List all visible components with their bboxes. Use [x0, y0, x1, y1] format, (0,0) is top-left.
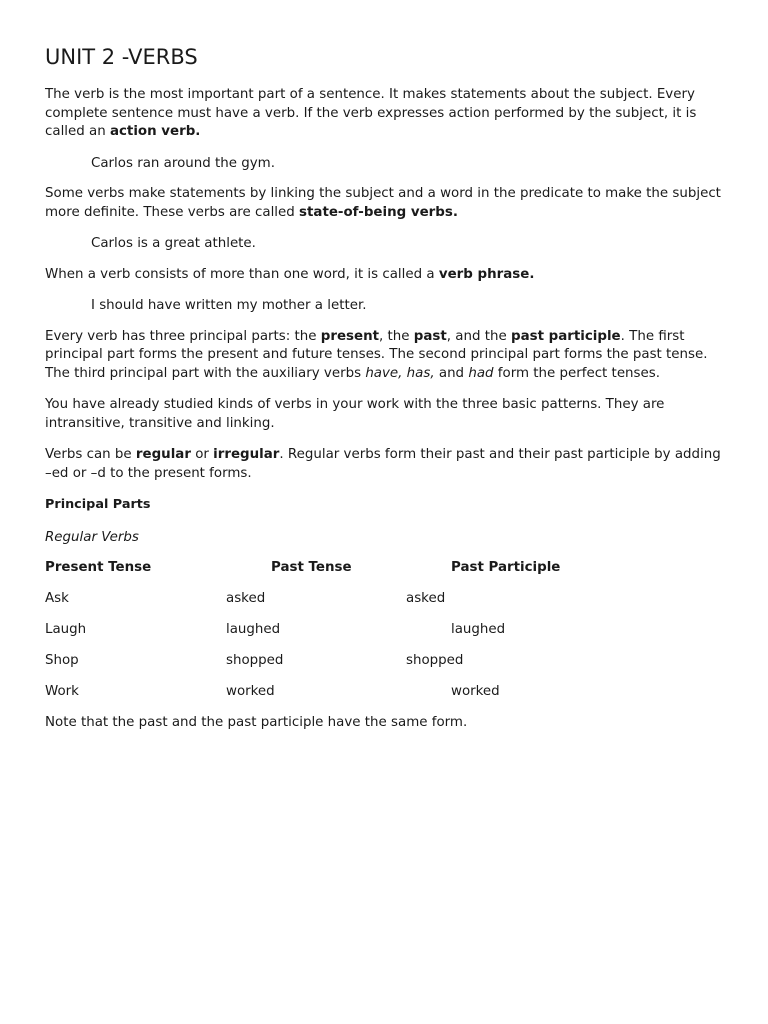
closing-note: Note that the past and the past participle have the same form. [45, 715, 468, 731]
italic-had: had [468, 365, 494, 381]
term-regular: regular [135, 447, 191, 462]
paragraph-text: , the [379, 328, 414, 344]
term-action-verb: action verb. [109, 124, 201, 139]
table-cell-past-participle: asked [406, 591, 446, 607]
table-cell-past-participle: worked [451, 684, 500, 700]
table-cell-past: worked [226, 684, 275, 700]
paragraph-text: Some verbs make statements by linking the subject and a word in the predicate to make the subject more definite. These verbs are called [45, 186, 721, 220]
table-row [45, 683, 725, 702]
column-header-present: Present Tense [45, 560, 152, 575]
table-cell-present: Laugh [45, 622, 87, 638]
page-title: UNIT 2 -VERBS [45, 45, 198, 69]
table-row [45, 590, 725, 609]
paragraph-text: , and the [446, 328, 511, 344]
paragraph-text: . Regular verbs form their past and their past participle by adding –ed or –d to the present forms. [45, 447, 721, 481]
paragraph-text: The verb is the most important part of a sentence. It makes statements about the subject. Every complete sentence must have a verb. If the verb expresses action performed by the subject, it is called an [45, 87, 697, 139]
paragraph-text: Every verb has three principal parts: the [45, 328, 321, 344]
table-cell-past-participle: laughed [451, 622, 506, 638]
table-cell-present: Shop [45, 653, 79, 669]
example-sentence-3: I should have written my mother a letter. [91, 298, 367, 313]
term-state-of-being-verbs: state-of-being verbs. [299, 204, 458, 220]
paragraph-text: . The first principal part forms the present and future tenses. The second principal part forms the past tense. The third principal part with the auxiliary verbs [45, 328, 708, 381]
table-cell-past: shopped [226, 653, 284, 669]
paragraph-text: or [190, 447, 214, 462]
table-cell-present: Work [45, 684, 79, 700]
paragraph-text: form the perfect tenses. [493, 365, 660, 381]
subheading: Regular Verbs [45, 529, 139, 545]
table-cell-past: laughed [226, 622, 281, 638]
table-cell-present: Ask [45, 591, 69, 607]
term-verb-phrase: verb phrase. [438, 266, 535, 282]
paragraph-text: and [434, 365, 469, 381]
paragraph-action-verb [45, 86, 725, 142]
column-header-past-participle: Past Participle [451, 560, 561, 575]
table-cell-past-participle: shopped [406, 653, 464, 669]
paragraph-state-of-being [45, 185, 725, 222]
table-cell-past: asked [226, 591, 266, 607]
paragraph-regular-irregular [45, 446, 725, 483]
paragraph-text: When a verb consists of more than one word, it is called a [45, 266, 439, 282]
table-row [45, 652, 725, 671]
paragraph-verb-phrase [45, 266, 725, 285]
term-past: past [413, 328, 447, 344]
italic-have-has: have, has, [365, 365, 435, 381]
paragraph-text: Verbs can be [45, 447, 136, 462]
section-heading: Principal Parts [45, 497, 151, 512]
term-present: present [320, 328, 380, 344]
term-past-participle: past participle [510, 328, 621, 344]
paragraph-principal-parts [45, 328, 725, 384]
paragraph-verb-patterns: You have already studied kinds of verbs in your work with the three basic patterns. They are intransitive, transitive and linking. [45, 397, 665, 431]
term-irregular: irregular [213, 447, 280, 462]
table-header-row [45, 559, 725, 578]
document-body [45, 44, 725, 746]
example-sentence-2: Carlos is a great athlete. [91, 236, 256, 251]
column-header-past: Past Tense [271, 560, 352, 575]
example-sentence-1: Carlos ran around the gym. [91, 155, 275, 171]
table-row [45, 621, 725, 640]
